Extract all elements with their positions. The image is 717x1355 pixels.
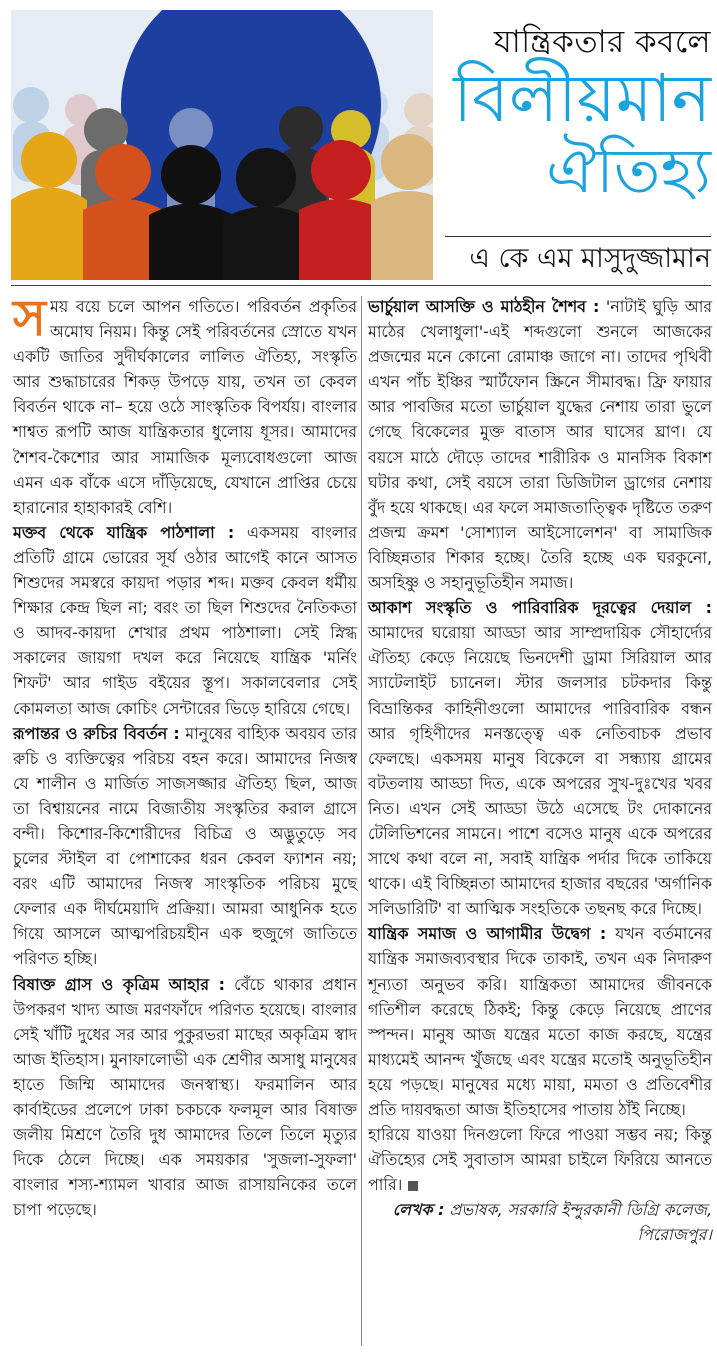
section-heading: ভার্চুয়াল আসক্তি ও মাঠহীন শৈশব : (368, 297, 600, 316)
section-heading: আকাশ সংস্কৃতি ও পারিবারিক দূরত্বের দেয়াল : (368, 598, 712, 618)
intro-paragraph (13, 289, 357, 520)
section-paragraph (13, 520, 357, 721)
section-body: মানুষের বাহ্যিক অবয়ব তার রুচি ও ব্যক্তিত্বের পরিচয় বহন করে। আমাদের নিজস্ব যে শালীন ও মার্জিত সাজসজ্জার ঐতিহ্য ছিল, আজ তা বিশ্বায়নের নামে বিজাতীয় সংস্কৃতির করাল গ্রাসে বন্দী। কিশোর-কিশোরীদের বিচিত্র ও অদ্ভুতুড়ে সব চুলের স্টাইল বা পোশাকের ধরন কেবল ফ্যাশন নয়; বরং এটি আমাদের নিজস্ব সাংস্কৃতিক পরিচয় মুছে ফেলার এক দীর্ঘমেয়াদি প্রক্রিয়া। আমরা আধুনিক হতে গিয়ে আসলে আত্মপরিচয়হীন এক হুজুগে জাতিতে পরিণত হচ্ছি। (13, 723, 357, 969)
headline-line-1: বিলীয়মান (453, 60, 711, 137)
section-body: আমাদের ঘরোয়া আড্ডা আর সাম্প্রদায়িক সৌহার্দ্যের ঐতিহ্য কেড়ে নিয়েছে ভিনদেশী ড্রামা সিরিয়াল আর স্যাটেলাইট চ্যানেল। স্টার জলসার চটকদার কিন্তু বিভ্রান্তিকর কাহিনীগুলো আমাদের পারিবারিক বন্ধন আর গৃহিণীদের মনস্তত্ত্বে এক নেতিবাচক প্রভাব ফেলছে। একসময় মানুষ বিকেলে বা সন্ধ্যায় গ্রামের বটতলায় আড্ডা দিত, একে অপরের সুখ-দুঃখের খবর নিত। এখন সেই আড্ডা উঠে এসেছে টং দোকানের টেলিভিশনের সামনে। পাশে বসেও মানুষ একে অপরের সাথে কথা বলে না, সবাই যান্ত্রিক পর্দার দিকে তাকিয়ে থাকে। এই বিচ্ছিন্নতা আমাদের হাজার বছরের 'অর্গানিক সলিডারিটি' বা আত্মিক সংহতিকে তছনছ করে দিচ্ছে। (368, 623, 712, 919)
section-paragraph (368, 921, 712, 1122)
section-body: 'নাটাই ঘুড়ি আর মাঠের খেলাধুলা'-এই শব্দগুলো শুনলে আজকের প্রজন্মের মনে কোনো রোমাঞ্চ জাগে না। তাদের পৃথিবী এখন পাঁচ ইঞ্চির স্মার্টফোন স্ক্রিনে সীমাবদ্ধ। ফ্রি ফায়ার আর পাবজির মতো ভার্চুয়াল যুদ্ধের নেশায় তারা ভুলে গেছে বিকেলের মুক্ত বাতাস আর ঘাসের ঘ্রাণ। যে বয়সে মাঠে দৌড়ে তাদের শারীরিক ও মানসিক বিকাশ ঘটার কথা, সেই বয়সে তারা ডিজিটাল ড্রাগের নেশায় বুঁদ হয়ে থাকছে। এর ফলে সমাজতাত্ত্বিক দৃষ্টিতে তরুণ প্রজন্ম ক্রমশ 'সোশ্যাল আইসোলেশন' বা সামাজিক বিচ্ছিন্নতার শিকার হচ্ছে। তৈরি হচ্ছে এক ঘরকুনো, অসহিষ্ণু ও সহানুভূতিহীন সমাজ। (368, 297, 712, 593)
author-label: লেখক : (392, 1200, 445, 1220)
section-body: যখন বর্তমানের যান্ত্রিক সমাজব্যবস্থার দিকে তাকাই, তখন এক নিদারুণ শূন্যতা অনুভব করি। যান্ত্রিকতা আমাদের জীবনকে গতিশীল করেছে ঠিকই; কিন্তু কেড়ে নিয়েছে প্রাণের স্পন্দন। মানুষ আজ যন্ত্রের মতো কাজ করছে, যন্ত্রের মাধ্যমেই আনন্দ খুঁজছে এবং যন্ত্রের মতোই অনুভূতিহীন হয়ে পড়ছে। মানুষের মধ্যে মায়া, মমতা ও প্রতিবেশীর প্রতি দায়বদ্ধতা আজ ইতিহাসের পাতায় ঠাঁই নিচ্ছে। (368, 924, 712, 1119)
section-paragraph (13, 721, 357, 972)
section-heading: মক্তব থেকে যান্ত্রিক পাঠশালা : (13, 522, 235, 542)
section-paragraph (368, 595, 712, 921)
header-divider (11, 285, 711, 286)
section-body: বেঁচে থাকার প্রধান উপকরণ খাদ্য আজ মরণফাঁদে পরিণত হয়েছে। বাংলার সেই খাঁটি দুধের সর আর পুকুরভরা মাছের অকৃত্রিম স্বাদ আজ ইতিহাস। মুনাফালোভী এক শ্রেণীর অসাধু মানুষের হাতে জিম্মি আমাদের জনস্বাস্থ্য। ফরমালিন আর কার্বাইডের প্রলেপে ঢাকা চকচকে ফলমূল আর বিষাক্ত জলীয় মিশ্রণে তৈরি দুধ আমাদের তিলে তিলে মৃত্যুর দিকে ঠেলে দিচ্ছে। এক সময়কার 'সুজলা-সুফলা' বাংলার শস্য-শ্যামল খাবার আজ রাসায়নিকের তলে চাপা পড়েছে। (13, 974, 357, 1220)
author-note (368, 1197, 712, 1247)
headline-block (439, 10, 711, 280)
closing-paragraph (368, 1122, 712, 1197)
end-mark-icon (408, 1181, 418, 1191)
section-heading: যান্ত্রিক সমাজ ও আগামীর উদ্বেগ : (368, 924, 607, 944)
byline: এ কে এম মাসুদুজ্জামান (469, 243, 711, 274)
dropcap: স (13, 289, 47, 347)
section-paragraph (368, 294, 712, 595)
headline-kicker: যান্ত্রিকতার কবলে (493, 24, 711, 60)
section-body: একসময় বাংলার প্রতিটি গ্রামে ভোরের সূর্য ওঠার আগেই কানে আসত শিশুদের সমস্বরে কায়দা পড়ার শব্দ। মক্তব কেবল ধর্মীয় শিক্ষার কেন্দ্র ছিল না; বরং তা ছিল শিশুদের নৈতিকতা ও আদব-কায়দা শেখার প্রথম পাঠশালা। সেই স্নিগ্ধ সকালের জায়গা দখল করে নিয়েছে যান্ত্রিক 'মর্নিং শিফট' আর গাইড বইয়ের স্তূপ। সকালবেলার সেই কোমলতা আজ কোচিং সেন্টারের ভিড়ে হারিয়ে গেছে। (13, 522, 357, 718)
author-description: প্রভাষক, সরকারি ইন্দুরকানী ডিগ্রি কলেজ, পিরোজপুর। (444, 1200, 712, 1245)
intro-text: ময় বয়ে চলে আপন গতিতে। পরিবর্তন প্রকৃতির অমোঘ নিয়ম। কিন্তু সেই পরিবর্তনের স্রোতে যখন একটি জাতির সুদীর্ঘকালের লালিত ঐতিহ্য, সংস্কৃতি আর শুদ্ধাচারের শিকড় উপড়ে যায়, তখন তা কেবল বিবর্তন থাকে না– হয়ে ওঠে সাংস্কৃতিক বিপর্যয়। বাংলার শাশ্বত রূপটি আজ যান্ত্রিকতার ধুলোয় ধূসর। আমাদের শৈশব-কৈশোর আর সামাজিক মূল্যবোধগুলো আজ এমন এক বাঁকে এসে দাঁড়িয়েছে, যেখানে প্রাপ্তির চেয়ে হারানোর হাহাকারই বেশি। (13, 297, 357, 517)
crowd-silhouette-image (11, 10, 433, 280)
article-page (2, 4, 714, 1351)
column-divider (361, 296, 362, 1346)
section-heading: রূপান্তর ও রুচির বিবর্তন : (13, 723, 180, 743)
article-column-left (13, 289, 357, 1222)
headline-line-2: ঐতিহ্য (546, 134, 711, 207)
article-column-right (368, 294, 712, 1248)
section-heading: বিষাক্ত গ্রাস ও কৃত্রিম আহার : (13, 974, 225, 994)
byline-divider (445, 236, 711, 237)
section-paragraph (13, 972, 357, 1223)
closing-text: হারিয়ে যাওয়া দিনগুলো ফিরে পাওয়া সম্ভব নয়; কিন্তু ঐতিহ্যের সেই সুবাতাস আমরা চাইলে ফিরিয়ে আনতে পারি। (368, 1125, 712, 1195)
hero-illustration (11, 10, 433, 280)
